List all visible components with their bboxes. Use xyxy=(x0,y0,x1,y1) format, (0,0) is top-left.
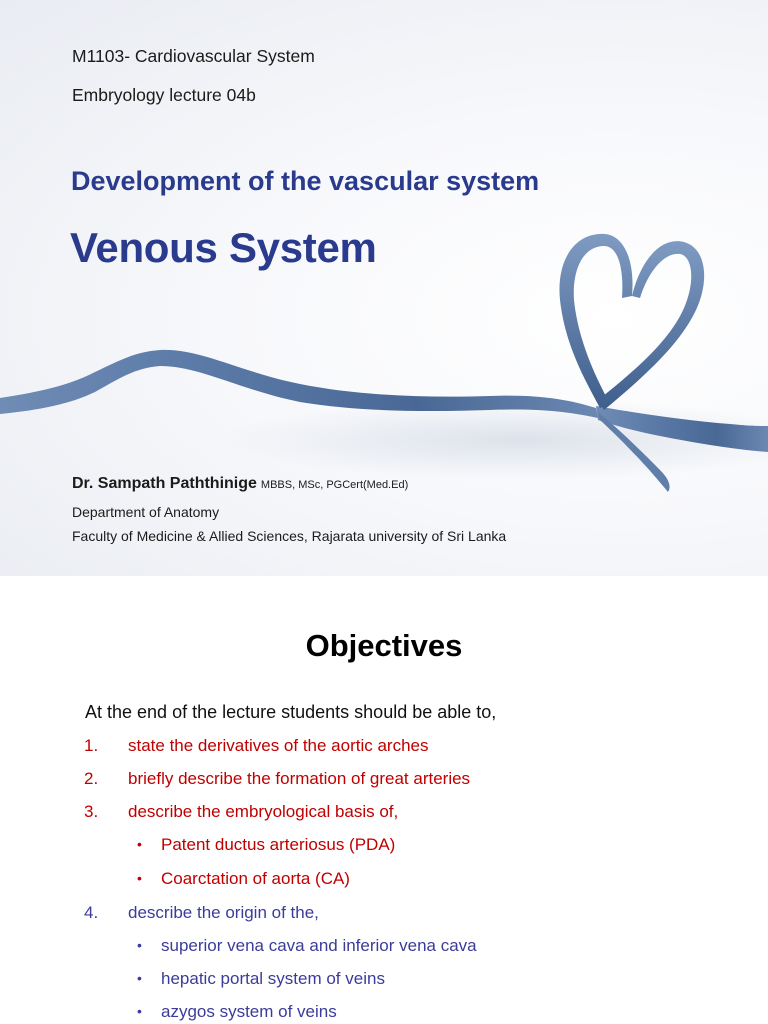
objective-text: describe the origin of the, xyxy=(128,903,319,922)
subitem-text: superior vena cava and inferior vena cava xyxy=(161,936,477,955)
objective-number: 4. xyxy=(84,903,99,922)
faculty: Faculty of Medicine & Allied Sciences, Rajarata university of Sri Lanka xyxy=(72,528,507,544)
bullet-icon: • xyxy=(137,870,142,886)
subitem-text: azygos system of veins xyxy=(161,1002,337,1021)
objective-text: describe the embryological basis of, xyxy=(128,802,399,821)
slide-title: Venous System xyxy=(70,224,377,271)
subitem-text: hepatic portal system of veins xyxy=(161,969,385,988)
course-code: M1103- Cardiovascular System xyxy=(72,46,315,66)
department: Department of Anatomy xyxy=(72,504,220,520)
author-line xyxy=(72,475,408,493)
objective-text: state the derivatives of the aortic arches xyxy=(128,736,429,755)
bullet-icon: • xyxy=(137,836,142,852)
slide-subtitle: Development of the vascular system xyxy=(71,166,540,196)
objective-item-3 xyxy=(84,802,398,822)
objective-number: 3. xyxy=(84,802,99,821)
subitem-text: Patent ductus arteriosus (PDA) xyxy=(161,835,396,854)
objective-item-4 xyxy=(84,903,319,923)
author-name: Dr. Sampath Paththinige xyxy=(72,475,257,492)
bullet-icon: • xyxy=(137,1003,142,1019)
objective-subitem-pda xyxy=(137,835,395,855)
bullet-icon: • xyxy=(137,970,142,986)
objective-item-1 xyxy=(84,736,429,756)
subitem-text: Coarctation of aorta (CA) xyxy=(161,869,350,888)
objectives-slide xyxy=(0,576,768,1024)
objective-subitem-portal xyxy=(137,969,385,989)
objectives-title: Objectives xyxy=(305,628,463,663)
objectives-intro: At the end of the lecture students should be able to, xyxy=(85,702,497,722)
author-qualifications: MBBS, MSc, PGCert(Med.Ed) xyxy=(260,479,409,491)
lecture-number: Embryology lecture 04b xyxy=(72,85,256,105)
objective-number: 1. xyxy=(84,736,99,755)
objective-subitem-azygos xyxy=(137,1002,337,1022)
objective-number: 2. xyxy=(84,769,99,788)
objective-subitem-vena-cava xyxy=(137,936,477,956)
bullet-icon: • xyxy=(137,937,142,953)
objective-subitem-ca xyxy=(137,869,350,889)
objective-item-2 xyxy=(84,769,470,789)
objective-text: briefly describe the formation of great arteries xyxy=(128,769,471,788)
